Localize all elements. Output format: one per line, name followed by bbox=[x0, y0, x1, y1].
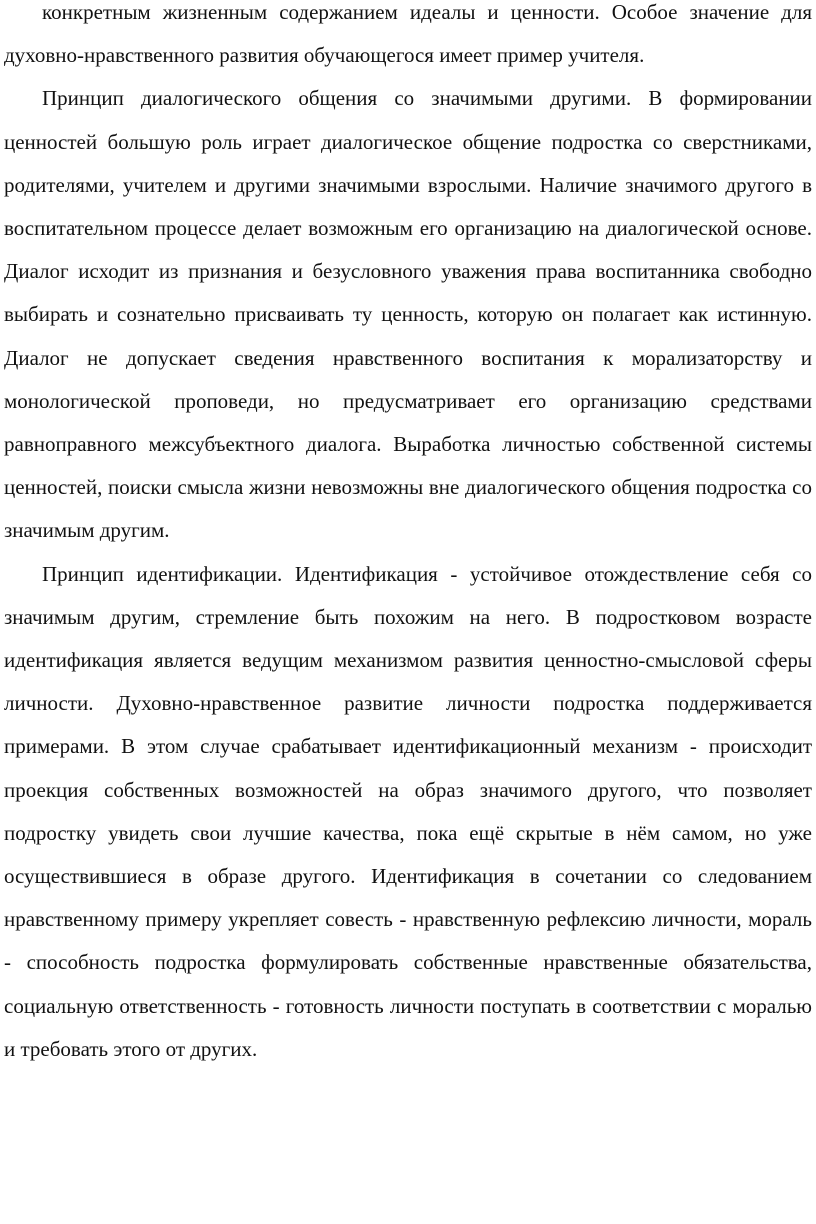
paragraph-dialogic-principle: Принцип диалогического общения со значимыми другими. В формировании ценностей большую роль играет диалогическое общение подростка со сверстниками, родителями, учителем и другими значимыми взрослыми. Наличие значимого другого в воспитательном процессе делает возможным его организацию на диалогической основе. Диалог исходит из признания и безусловного уважения права воспитанника свободно выбирать и сознательно присваивать ту ценность, которую он полагает как истинную. Диалог не допускает сведения нравственного воспитания к морализаторству и монологической проповеди, но предусматривает его организацию средствами равноправного межсубъектного диалога. Выработка личностью собственной системы ценностей, поиски смысла жизни невозможны вне диалогического общения подростка со значимым другим. bbox=[4, 86, 812, 543]
paragraph-identification-principle: Принцип идентификации. Идентификация - устойчивое отождествление себя со значимым другим, стремление быть похожим на него. В подростковом возрасте идентификация является ведущим механизмом развития ценностно-смысловой сферы личности. Духовно-нравственное развитие личности подростка поддерживается примерами. В этом случае срабатывает идентификационный механизм - происходит проекция собственных возможностей на образ значимого другого, что позволяет подростку увидеть свои лучшие качества, пока ещё скрытые в нём самом, но уже осуществившиеся в образе другого. Идентификация в сочетании со следованием нравственному примеру укрепляет совесть - нравственную рефлексию личности, мораль - способность подростка формулировать собственные нравственные обязательства, социальную ответственность - готовность личности поступать в соответствии с моралью и требовать этого от других. bbox=[4, 561, 812, 1061]
paragraph-continuation: конкретным жизненным содержанием идеалы и ценности. Особое значение для духовно-нравственного развития обучающегося имеет пример учителя. bbox=[4, 0, 812, 68]
